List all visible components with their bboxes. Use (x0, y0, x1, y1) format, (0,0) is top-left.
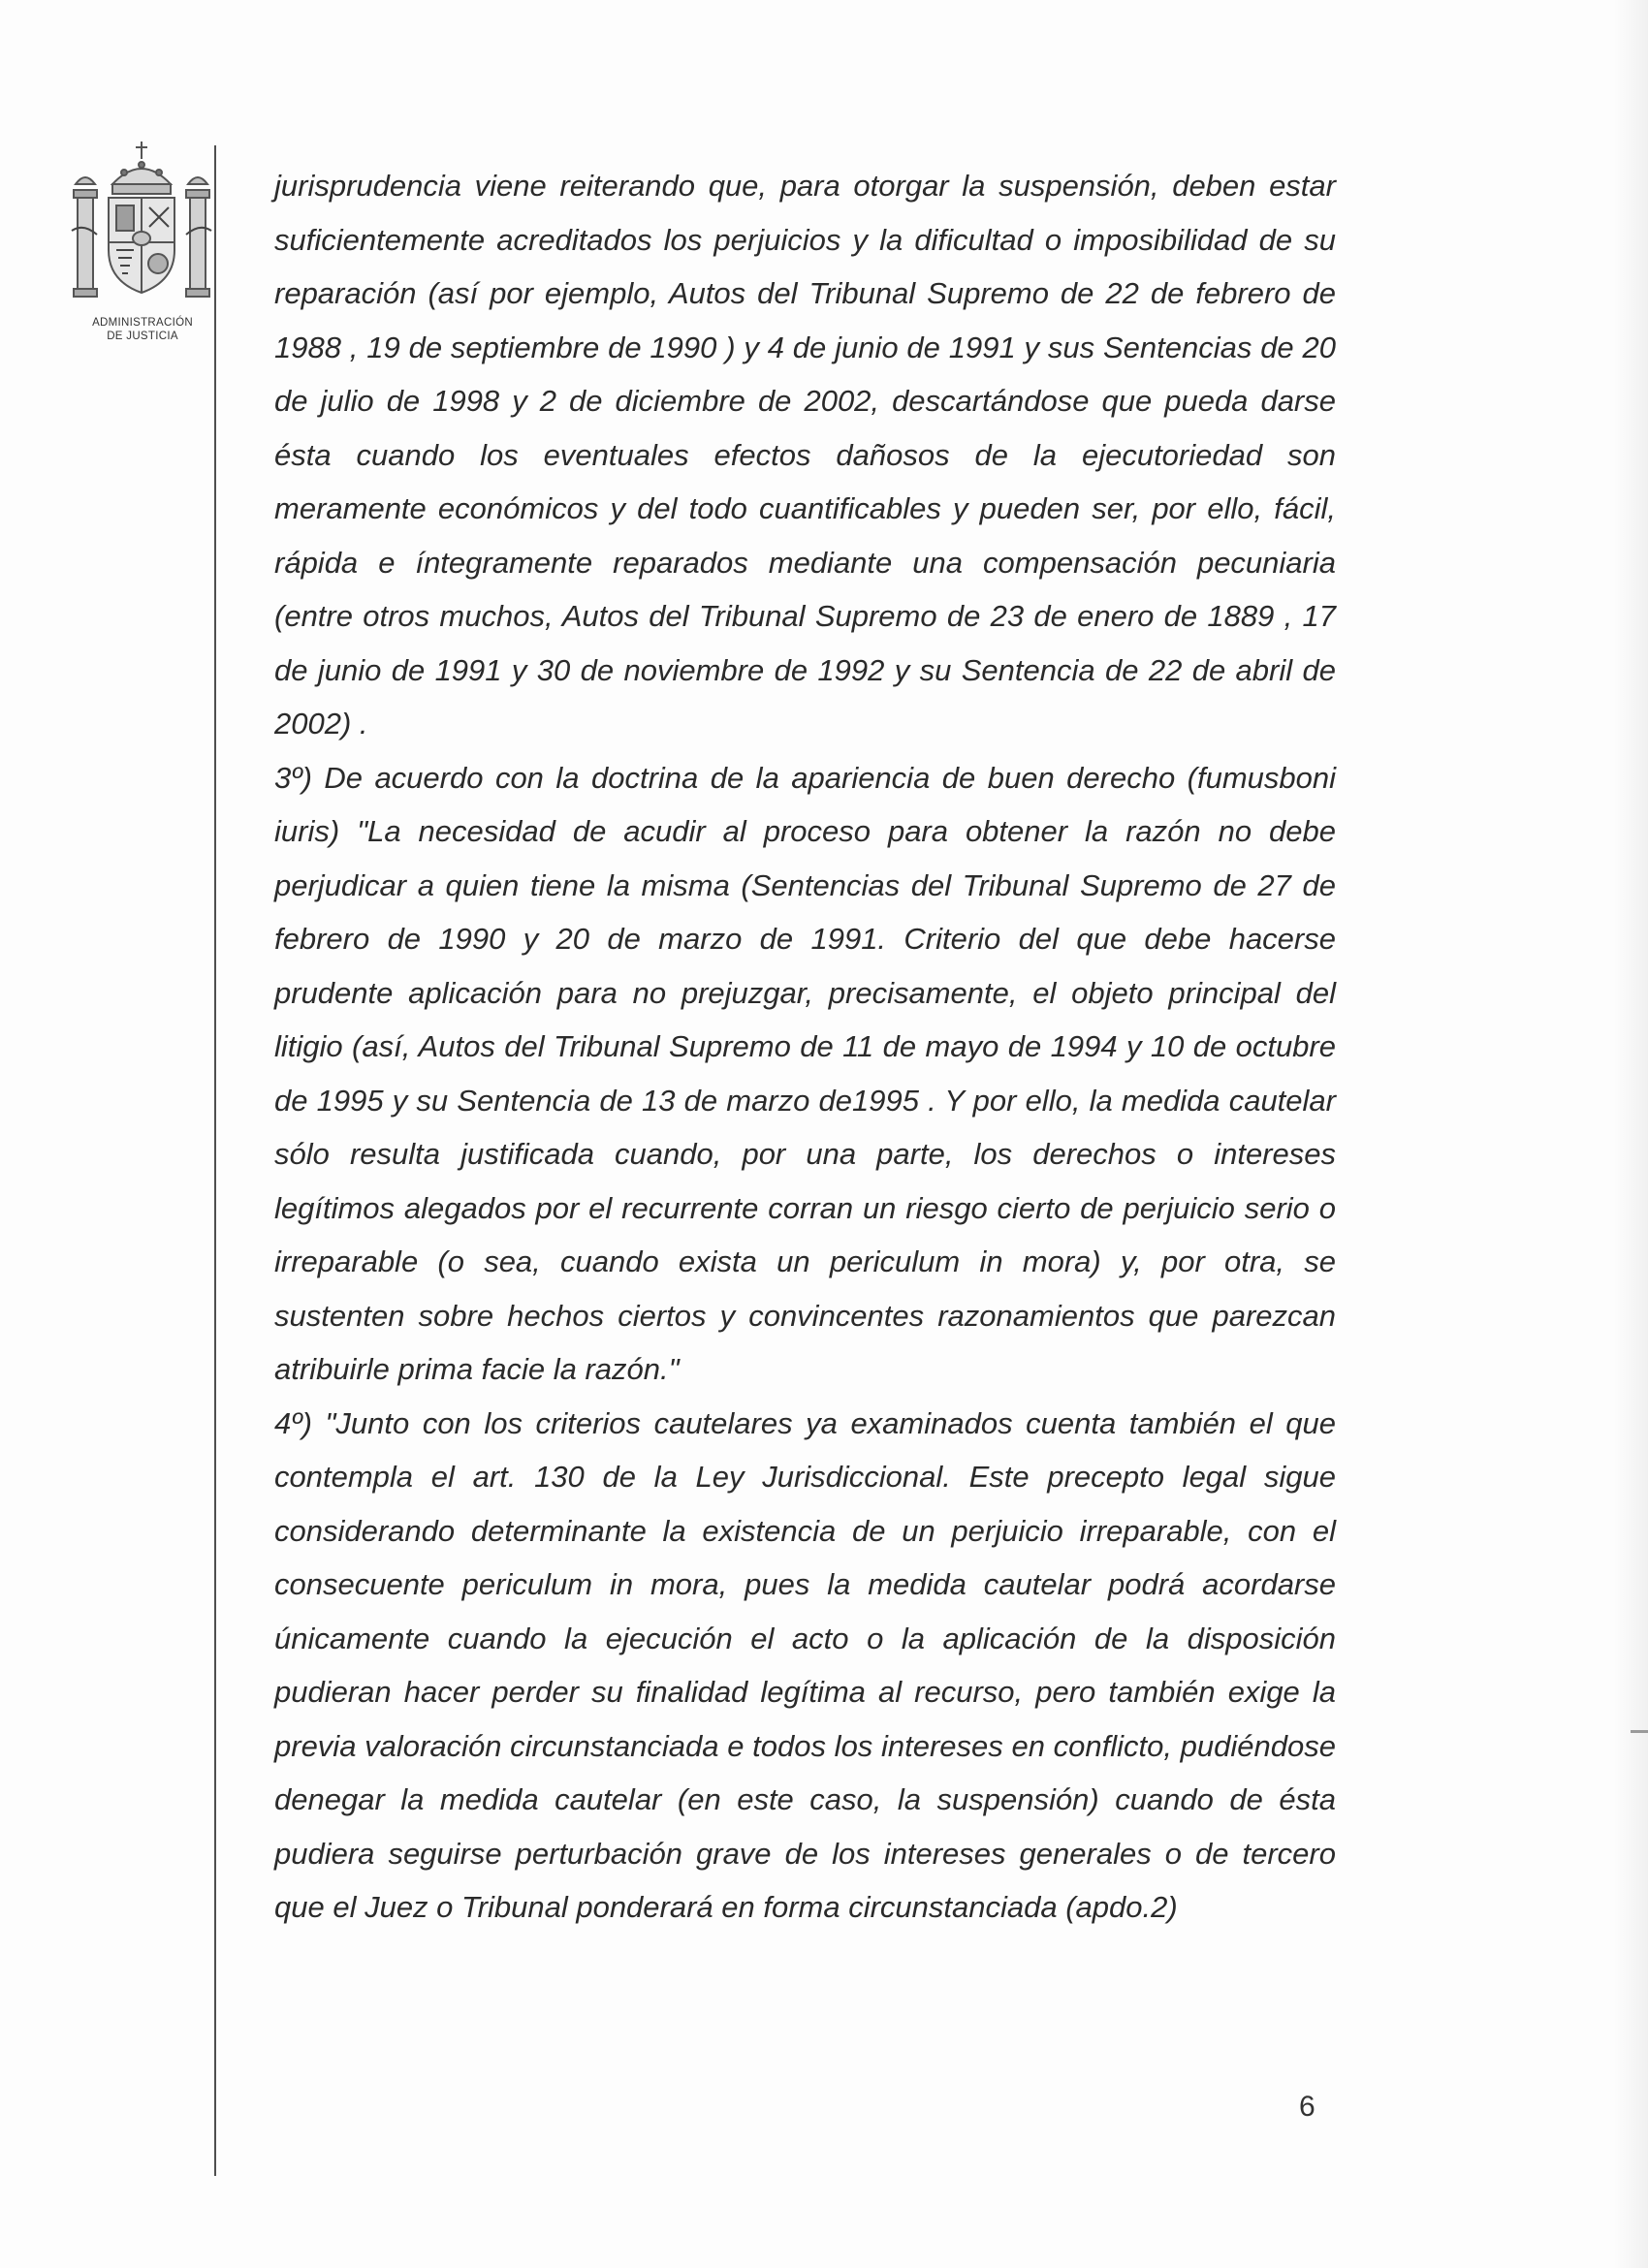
margin-rule (214, 145, 216, 2176)
institution-line-1: ADMINISTRACIÓN (92, 317, 193, 329)
institution-caption (64, 316, 221, 343)
paragraph-point-3: 3º) De acuerdo con la doctrina de la apariencia de buen derecho (fumusboni iuris) "La necesidad de acudir al proceso para obtener la razón no debe perjudicar a quien tiene la misma (Sentencias del Tribunal Supremo de 27 de febrero de 1990 y 20 de marzo de 1991. Criterio del que debe hacerse prudente aplicación para no prejuzgar, precisamente, el objeto principal del litigio (así, Autos del Tribunal Supremo de 11 de mayo de 1994 y 10 de octubre de 1995 y su Sentencia de 13 de marzo de1995 . Y por ello, la medida cautelar sólo resulta justificada cuando, por una parte, los derechos o intereses legítimos alegados por el recurrente corran un riesgo cierto de perjuicio serio o irreparable (o sea, cuando exista un periculum in mora) y, por otra, se sustenten sobre hechos ciertos y convincentes razonamientos que parezcan atribuirle prima facie la razón." (274, 760, 1336, 1386)
spanish-coat-of-arms-icon (64, 134, 219, 308)
scan-edge-shadow (1613, 0, 1648, 2268)
body-text (274, 159, 1336, 1935)
scan-mark (1631, 1730, 1648, 1733)
institution-line-2: DE JUSTICIA (107, 331, 178, 342)
page-number: 6 (1299, 2091, 1315, 2123)
paragraph-point-4: 4º) "Junto con los criterios cautelares ya examinados cuenta también el que contempla el art. 130 de la Ley Jurisdiccional. Este precepto legal sigue considerando determinante la existencia de un perjuicio irreparable, con el consecuente periculum in mora, pues la medida cautelar podrá acordarse únicamente cuando la ejecución el acto o la aplicación de la disposición pudieran hacer perder su finalidad legítima al recurso, pero también exige la previa valoración circunstanciada e todos los intereses en conflicto, pudiéndose denegar la medida cautelar (en este caso, la suspensión) cuando de ésta pudiera seguirse perturbación grave de los intereses generales o de tercero que el Juez o Tribunal ponderará en forma circunstanciada (apdo.2) (274, 1405, 1336, 1924)
paragraph-jurisprudence: jurisprudencia viene reiterando que, para otorgar la suspensión, deben estar suficientemente acreditados los perjuicios y la dificultad o imposibilidad de su reparación (así por ejemplo, Autos del Tribunal Supremo de 22 de febrero de 1988 , 19 de septiembre de 1990 ) y 4 de junio de 1991 y sus Sentencias de 20 de julio de 1998 y 2 de diciembre de 2002, descartándose que pueda darse ésta cuando los eventuales efectos dañosos de la ejecutoriedad son meramente económicos y del todo cuantificables y pueden ser, por ello, fácil, rápida e íntegramente reparados mediante una compensación pecuniaria (entre otros muchos, Autos del Tribunal Supremo de 23 de enero de 1889 , 17 de junio de 1991 y 30 de noviembre de 1992 y su Sentencia de 22 de abril de 2002) . (274, 169, 1336, 740)
